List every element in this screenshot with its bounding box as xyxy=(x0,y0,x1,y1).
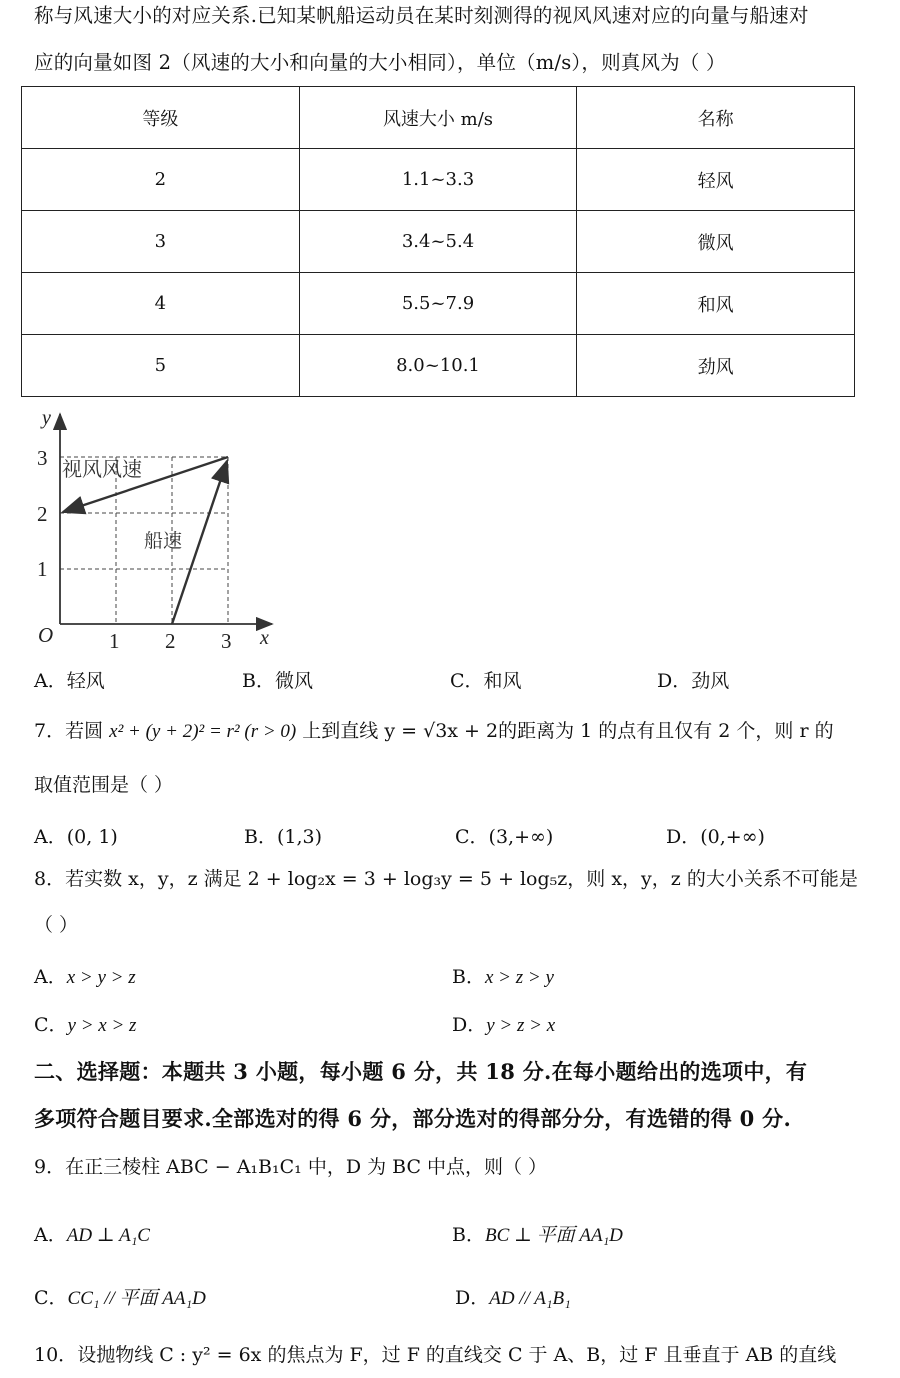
q7-option-c[interactable] xyxy=(455,822,553,849)
option-letter: B． xyxy=(242,670,275,692)
option-letter: C． xyxy=(34,1014,68,1036)
option-letter: D． xyxy=(657,670,692,692)
question-number: 9． xyxy=(34,1156,66,1178)
table-cell: 3.4~5.4 xyxy=(299,211,577,273)
option-letter: B． xyxy=(452,1224,485,1246)
origin-label: O xyxy=(38,623,54,647)
q9-option-b[interactable] xyxy=(452,1220,623,1247)
table-header-row xyxy=(22,87,855,149)
option-text: y > x > z xyxy=(67,1015,137,1036)
q9-stem xyxy=(34,1158,547,1177)
q8-option-d[interactable] xyxy=(452,1010,555,1037)
table-cell: 和风 xyxy=(577,273,855,335)
q7-option-a[interactable] xyxy=(34,822,118,849)
table-header-cell: 名称 xyxy=(577,87,855,149)
q9-option-a[interactable] xyxy=(34,1220,150,1247)
table-cell: 5.5~7.9 xyxy=(299,273,577,335)
q8-option-c[interactable] xyxy=(34,1010,136,1037)
option-letter: D． xyxy=(666,826,701,848)
q9-text: 在正三棱柱 ABC − A₁B₁C₁ 中，D 为 BC 中点，则（ ） xyxy=(65,1156,548,1178)
x-tick-label: 3 xyxy=(221,629,232,653)
option-letter: B． xyxy=(452,966,485,988)
q7-stem xyxy=(34,722,834,741)
option-letter: A． xyxy=(34,1224,67,1246)
question-number: 10． xyxy=(34,1344,78,1366)
table-cell: 劲风 xyxy=(577,335,855,397)
option-letter: D． xyxy=(452,1014,487,1036)
q10-text: 设抛物线 C : y² = 6x 的焦点为 F，过 F 的直线交 C 于 A、B，过 F 且垂直于 AB 的直线 xyxy=(77,1344,837,1366)
table-cell: 3 xyxy=(22,211,300,273)
table-row xyxy=(22,335,855,397)
q10-stem xyxy=(34,1346,836,1365)
table-cell: 5 xyxy=(22,335,300,397)
table-cell: 8.0~10.1 xyxy=(299,335,577,397)
option-text: 和风 xyxy=(483,670,522,692)
option-letter: B． xyxy=(244,826,277,848)
option-letter: A． xyxy=(34,966,67,988)
option-text: (3,+∞) xyxy=(488,826,554,848)
y-tick-label: 1 xyxy=(37,557,48,581)
table-cell: 4 xyxy=(22,273,300,335)
q9-option-c[interactable] xyxy=(34,1283,206,1310)
option-text: BC ⊥ 平面 AA₁D xyxy=(484,1225,623,1246)
q7-option-b[interactable] xyxy=(244,822,322,849)
q8-option-a[interactable] xyxy=(34,962,136,989)
table-header-cell: 风速大小 m/s xyxy=(299,87,577,149)
option-text: AD ⊥ A₁C xyxy=(66,1225,150,1246)
option-text: 微风 xyxy=(274,670,313,692)
option-text: x > z > y xyxy=(484,967,554,988)
q7-middle: 上到直线 xyxy=(302,720,379,742)
q6-option-d[interactable] xyxy=(657,666,729,693)
q7-line-equation: y = √3x + 2 xyxy=(384,720,499,742)
q8-stem xyxy=(34,870,858,889)
table-cell: 2 xyxy=(22,149,300,211)
option-letter: D． xyxy=(455,1287,490,1309)
option-letter: C． xyxy=(455,826,489,848)
q7-suffix: 的距离为 1 的点有且仅有 2 个，则 r 的 xyxy=(498,720,834,742)
wind-scale-table xyxy=(21,86,855,397)
q7-option-d[interactable] xyxy=(666,822,765,849)
section-2-heading-line-2: 多项符合题目要求.全部选对的得 6 分，部分选对的得部分分，有选错的得 0 分. xyxy=(34,1106,792,1131)
table-row xyxy=(22,211,855,273)
apparent-wind-label: 视风风速 xyxy=(62,457,142,481)
q6-option-b[interactable] xyxy=(242,666,313,693)
y-tick-label: 2 xyxy=(37,502,48,526)
q7-prefix: 若圆 xyxy=(65,720,104,742)
option-text: 劲风 xyxy=(691,670,730,692)
option-letter: A． xyxy=(34,670,67,692)
table-cell: 1.1~3.3 xyxy=(299,149,577,211)
x-tick-label: 1 xyxy=(109,629,120,653)
option-letter: C． xyxy=(450,670,484,692)
option-text: CC₁ // 平面 AA₁D xyxy=(67,1288,206,1309)
q9-option-d[interactable] xyxy=(455,1283,571,1310)
option-text: y > z > x xyxy=(486,1015,556,1036)
option-text: (0,+∞) xyxy=(700,826,765,848)
vector-figure xyxy=(30,404,290,656)
q8-paren: （ ） xyxy=(34,914,79,936)
intro-line-1: 称与风速大小的对应关系.已知某帆船运动员在某时刻测得的视风风速对应的向量与船速对 xyxy=(34,4,809,27)
y-axis-label: y xyxy=(42,407,51,429)
q8-option-b[interactable] xyxy=(452,962,554,989)
option-text: 轻风 xyxy=(66,670,105,692)
question-number: 7． xyxy=(34,720,66,742)
section-2-heading-line-1: 二、选择题：本题共 3 小题，每小题 6 分，共 18 分.在每小题给出的选项中，有 xyxy=(34,1059,808,1084)
option-text: (1,3) xyxy=(276,826,323,848)
question-number: 8． xyxy=(34,868,66,890)
intro-line-2: 应的向量如图 2（风速的大小和向量的大小相同），单位（m/s），则真风为（ ） xyxy=(34,51,726,74)
table-cell: 微风 xyxy=(577,211,855,273)
option-letter: C． xyxy=(34,1287,68,1309)
option-text: x > y > z xyxy=(66,967,136,988)
option-text: (0, 1) xyxy=(66,826,118,848)
q7-stem-line-2: 取值范围是（ ） xyxy=(34,774,174,796)
x-axis-label: x xyxy=(260,627,269,649)
q6-option-a[interactable] xyxy=(34,666,105,693)
q8-text: 若实数 x，y，z 满足 2 + log₂x = 3 + log₃y = 5 + log₅z，则 x，y，z 的大小关系不可能是 xyxy=(65,868,858,890)
table-row xyxy=(22,149,855,211)
table-cell: 轻风 xyxy=(577,149,855,211)
q6-option-c[interactable] xyxy=(450,666,522,693)
option-letter: A． xyxy=(34,826,67,848)
x-tick-label: 2 xyxy=(165,629,176,653)
option-text: AD // A₁B₁ xyxy=(489,1288,571,1309)
table-row xyxy=(22,273,855,335)
table-header-cell: 等级 xyxy=(22,87,300,149)
y-tick-label: 3 xyxy=(37,446,48,470)
q7-circle-equation: x² + (y + 2)² = r² (r > 0) xyxy=(109,721,297,742)
boat-speed-label: 船速 xyxy=(144,530,183,552)
